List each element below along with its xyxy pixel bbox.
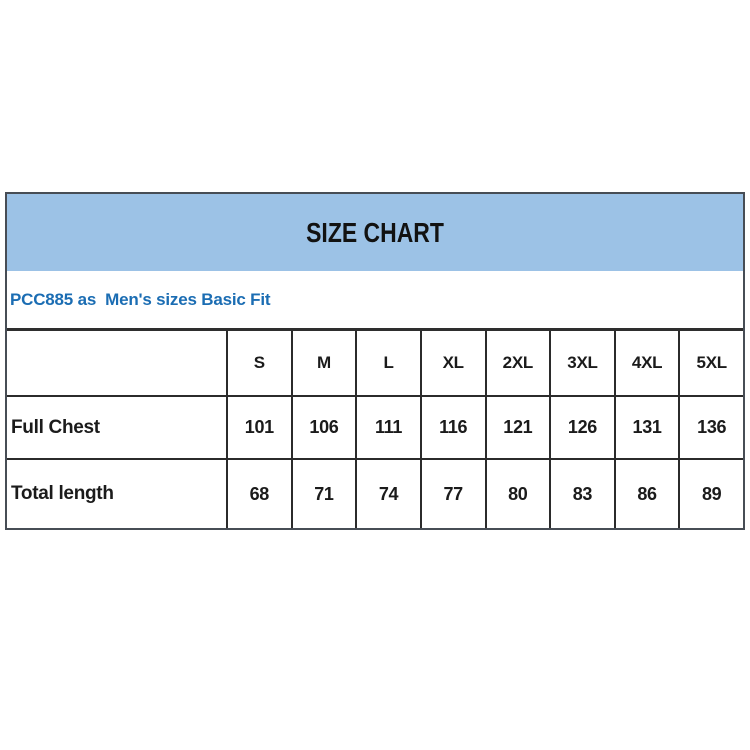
total-length-m: 71 bbox=[291, 458, 356, 528]
total-length-4xl: 86 bbox=[614, 458, 679, 528]
size-column-header-xl: XL bbox=[420, 331, 485, 395]
total-length-s: 68 bbox=[226, 458, 291, 528]
size-column-header-3xl: 3XL bbox=[549, 331, 614, 395]
row-label-total-length: Total length bbox=[7, 458, 226, 528]
full-chest-4xl: 131 bbox=[614, 395, 679, 458]
full-chest-xl: 116 bbox=[420, 395, 485, 458]
size-column-header-4xl: 4XL bbox=[614, 331, 679, 395]
size-column-header-m: M bbox=[291, 331, 356, 395]
full-chest-5xl: 136 bbox=[678, 395, 743, 458]
row-label-full-chest: Full Chest bbox=[7, 395, 226, 458]
size-chart-panel bbox=[5, 192, 745, 530]
size-column-header-s: S bbox=[226, 331, 291, 395]
full-chest-2xl: 121 bbox=[485, 395, 550, 458]
total-length-5xl: 89 bbox=[678, 458, 743, 528]
size-column-header-5xl: 5XL bbox=[678, 331, 743, 395]
full-chest-m: 106 bbox=[291, 395, 356, 458]
size-column-header-2xl: 2XL bbox=[485, 331, 550, 395]
total-length-l: 74 bbox=[355, 458, 420, 528]
total-length-3xl: 83 bbox=[549, 458, 614, 528]
product-subtitle-strip bbox=[7, 271, 743, 331]
full-chest-s: 101 bbox=[226, 395, 291, 458]
size-table-corner-cell bbox=[7, 331, 226, 395]
total-length-xl: 77 bbox=[420, 458, 485, 528]
size-column-header-l: L bbox=[355, 331, 420, 395]
size-chart-title: SIZE CHART bbox=[306, 216, 444, 248]
full-chest-l: 111 bbox=[355, 395, 420, 458]
size-chart-header-band bbox=[7, 194, 743, 271]
product-subtitle: PCC885 as Men's sizes Basic Fit bbox=[10, 289, 271, 309]
full-chest-3xl: 126 bbox=[549, 395, 614, 458]
total-length-2xl: 80 bbox=[485, 458, 550, 528]
size-table bbox=[7, 331, 743, 528]
